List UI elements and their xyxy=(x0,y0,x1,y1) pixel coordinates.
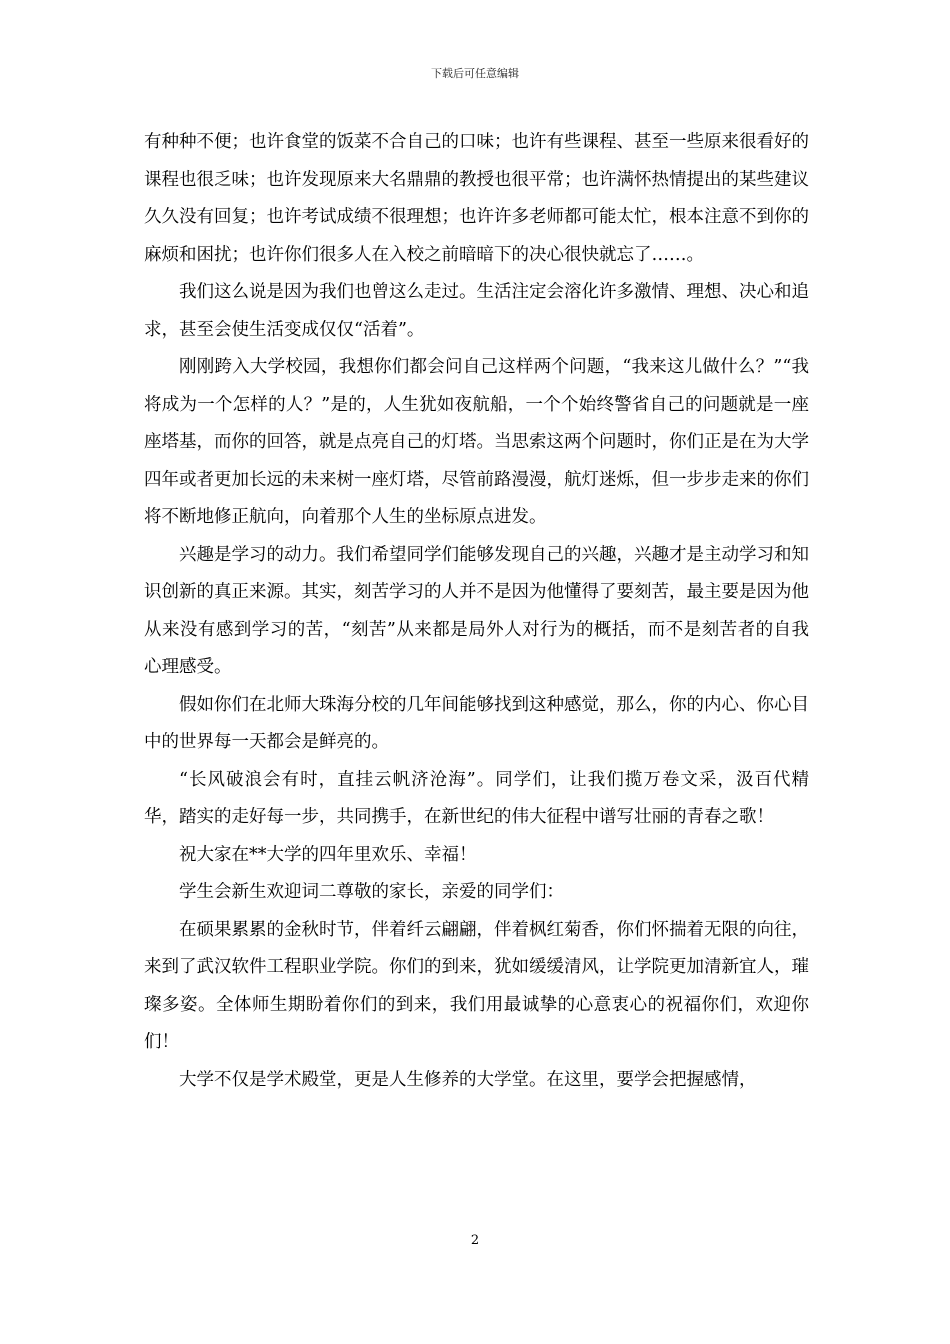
paragraph: 大学不仅是学术殿堂，更是人生修养的大学堂。在这里，要学会把握感情， xyxy=(179,1069,757,1090)
document-body xyxy=(144,124,809,1099)
paragraph: 在硕果累累的金秋时节，伴着纤云翩翩，伴着枫红菊香，你们怀揣着无限的向往，来到了武汉软件工程职业学院。你们的到来，犹如缓缓清风，让学院更加清新宜人，璀璨多姿。全体师生期盼着你们的到来，我们用最诚挚的心意衷心的祝福你们，欢迎你们！ xyxy=(144,919,809,1052)
paragraph: “长风破浪会有时，直挂云帆济沧海”。同学们，让我们揽万卷文采，汲百代精华，踏实的走好每一步，共同携手，在新世纪的伟大征程中谱写壮丽的青春之歌！ xyxy=(144,769,809,827)
paragraph: 祝大家在**大学的四年里欢乐、幸福！ xyxy=(179,844,477,865)
paragraph: 我们这么说是因为我们也曾这么走过。生活注定会溶化许多激情、理想、决心和追求，甚至会使生活变成仅仅“活着”。 xyxy=(144,282,809,340)
paragraph: 学生会新生欢迎词二尊敬的家长，亲爱的同学们： xyxy=(179,882,564,902)
paragraph: 假如你们在北师大珠海分校的几年间能够找到这种感觉，那么，你的内心、你心目中的世界每一天都会是鲜亮的。 xyxy=(144,694,809,752)
paragraph: 兴趣是学习的动力。我们希望同学们能够发现自己的兴趣，兴趣才是主动学习和知识创新的真正来源。其实，刻苦学习的人并不是因为他懂得了要刻苦，最主要是因为他从来没有感到学习的苦，“刻苦”从来都是局外人对行为的概括，而不是刻苦者的自我心理感受。 xyxy=(144,544,809,677)
paragraph-continued: 有种种不便；也许食堂的饭菜不合自己的口味；也许有些课程、甚至一些原来很看好的课程也很乏味；也许发现原来大名鼎鼎的教授也很平常；也许满怀热情提出的某些建议久久没有回复；也许考试成绩不很理想；也许许多老师都可能太忙，根本注意不到你的麻烦和困扰；也许你们很多人在入校之前暗暗下的决心很快就忘了……。 xyxy=(144,132,809,265)
page-header: 下载后可任意编辑 xyxy=(431,67,519,80)
paragraph: 刚刚跨入大学校园，我想你们都会问自己这样两个问题，“我来这儿做什么？”“我将成为一个怎样的人？”是的，人生犹如夜航船，一个个始终警省自己的问题就是一座座塔基，而你的回答，就是点亮自己的灯塔。当思索这两个问题时，你们正是在为大学四年或者更加长远的未来树一座灯塔，尽管前路漫漫，航灯迷烁，但一步步走来的你们将不断地修正航向，向着那个人生的坐标原点进发。 xyxy=(144,357,809,527)
page-number: 2 xyxy=(470,1233,480,1248)
